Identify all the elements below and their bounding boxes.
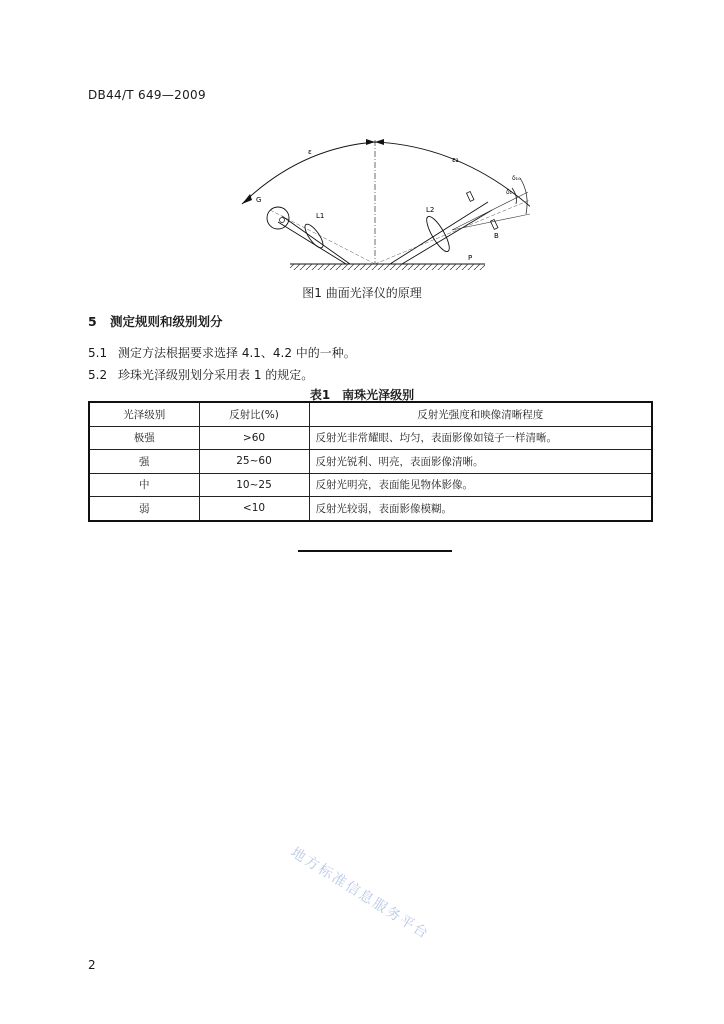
cell-grade: 极强	[89, 426, 199, 450]
cell-description: 反射光较弱，表面影像模糊。	[309, 497, 652, 521]
arc-arrow-left	[242, 194, 252, 204]
table-header-row	[89, 402, 652, 426]
watermark: 地方标准信息服务平台	[287, 844, 433, 943]
figure-caption: 图1 曲面光泽仪的原理	[302, 286, 422, 300]
label-surface: P	[468, 254, 473, 262]
light-source-center	[280, 218, 285, 223]
label-angle-right: ε₂	[452, 156, 459, 164]
paragraph-text: 珍珠光泽级别划分采用表 1 的规定。	[118, 368, 314, 382]
cell-grade: 中	[89, 473, 199, 497]
end-of-standard-rule	[298, 550, 452, 552]
page-number: 2	[88, 958, 96, 972]
glossmeter-principle-diagram	[230, 130, 530, 280]
cell-ratio: 25~60	[199, 450, 309, 474]
cell-ratio: 10~25	[199, 473, 309, 497]
section-title: 测定规则和级别划分	[110, 314, 223, 329]
luster-grade-table	[88, 401, 653, 522]
cell-ratio: >60	[199, 426, 309, 450]
paragraph-number: 5.2	[88, 368, 108, 382]
label-receiver: B	[494, 232, 499, 240]
table-row	[89, 450, 652, 474]
light-source-circle	[267, 207, 289, 229]
paragraph-5-2	[88, 366, 313, 383]
surface-hatching	[290, 264, 485, 270]
aperture-arc-large	[520, 178, 527, 214]
cell-description: 反射光明亮，表面能见物体影像。	[309, 473, 652, 497]
cell-grade: 弱	[89, 497, 199, 521]
table-row	[89, 497, 652, 521]
cell-description: 反射光锐利、明亮，表面影像清晰。	[309, 450, 652, 474]
arc-arrow-center-l	[366, 139, 375, 145]
incident-beam-bottom	[278, 222, 346, 264]
lens-left	[302, 222, 326, 251]
arc-arrow-center-r	[375, 139, 384, 145]
reflected-axis	[375, 200, 530, 264]
table-title: 表1 南珠光泽级别	[309, 388, 415, 402]
label-lens-right: L2	[426, 206, 435, 214]
header-description: 反射光强度和映像清晰程度	[309, 402, 652, 426]
label-angle-left: ε	[308, 148, 312, 156]
header-ratio: 反射比(%)	[199, 402, 309, 426]
header-grade: 光泽级别	[89, 402, 199, 426]
label-lens-left: L1	[316, 212, 325, 220]
angle-arc	[242, 142, 530, 208]
label-aperture-2: δ₁₀	[512, 175, 521, 182]
cell-ratio: <10	[199, 497, 309, 521]
incident-beam-top	[282, 216, 350, 264]
reflected-beam-bottom	[402, 210, 492, 264]
table-row	[89, 426, 652, 450]
diaphragm-top	[466, 192, 473, 202]
paragraph-number: 5.1	[88, 346, 108, 360]
standard-number-header: DB44/T 649—2009	[88, 88, 206, 102]
paragraph-text: 测定方法根据要求选择 4.1、4.2 中的一种。	[118, 346, 356, 360]
cell-grade: 强	[89, 450, 199, 474]
section-heading	[88, 312, 223, 330]
label-source: G	[256, 196, 262, 204]
cell-description: 反射光非常耀眼、均匀，表面影像如镜子一样清晰。	[309, 426, 652, 450]
section-number: 5	[88, 314, 97, 329]
aperture-arc-small	[512, 188, 517, 204]
paragraph-5-1	[88, 344, 356, 361]
reflected-beam-top	[390, 202, 488, 264]
table-row	[89, 473, 652, 497]
label-aperture-1: δ₁	[506, 189, 513, 196]
